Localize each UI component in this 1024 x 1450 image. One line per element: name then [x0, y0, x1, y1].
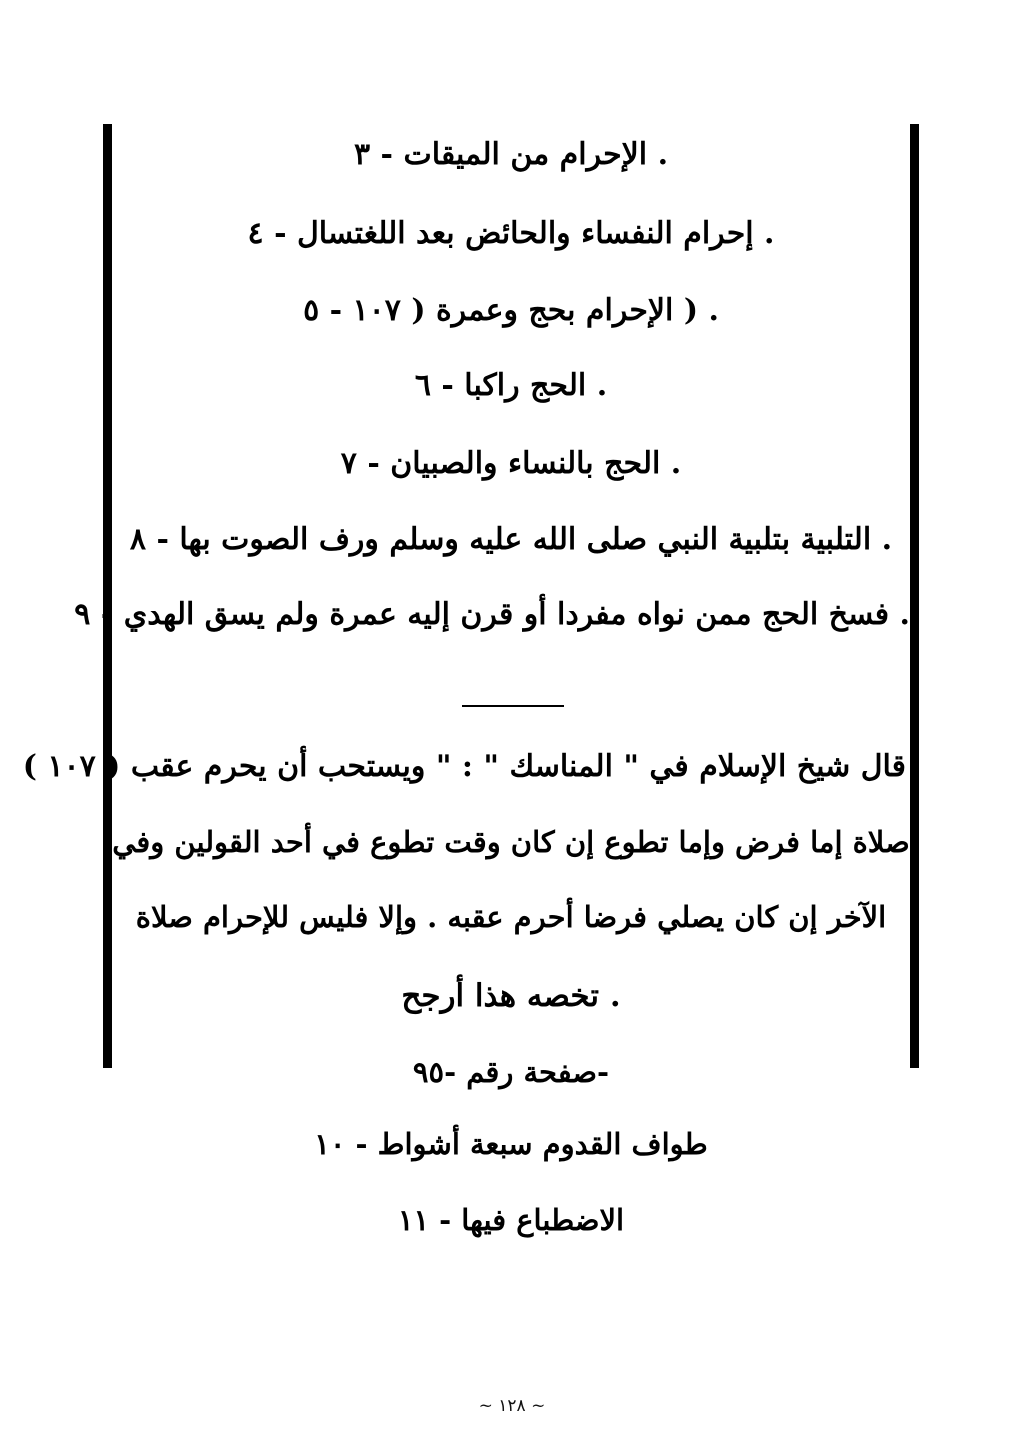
page-reference: -صفحة رقم -٩٥ — [412, 1055, 610, 1089]
page-frame-right-bar — [910, 124, 919, 1068]
paragraph-line: . تخصه هذا أرجح — [401, 978, 621, 1014]
page-frame-left-bar — [103, 124, 112, 1068]
section-divider — [462, 705, 564, 707]
paragraph-line: قال شيخ الإسلام في " المناسك " : " ويستحب أن يحرم عقب ( ١٠٧ ) — [22, 749, 906, 784]
list-item: . ( الإحرام بحج وعمرة ( ١٠٧ - ٥ — [303, 293, 719, 328]
list-item: . فسخ الحج ممن نواه مفردا أو قرن إليه عمرة ولم يسق الهدي - ٩ — [74, 597, 910, 632]
paragraph-line: الآخر إن كان يصلي فرضا أحرم عقبه . وإلا فليس للإحرام صلاة — [135, 900, 887, 934]
list-item: . الإحرام من الميقات - ٣ — [353, 137, 669, 172]
list-item: . الحج بالنساء والصبيان - ٧ — [340, 446, 682, 481]
page-number: ~ ١٢٨ ~ — [478, 1396, 546, 1416]
paragraph-line: صلاة إما فرض وإما تطوع إن كان وقت تطوع في أحد القولين وفي — [112, 825, 910, 859]
list-item: . الحج راكبا - ٦ — [414, 368, 608, 403]
list-item: . التلبية بتلبية النبي صلى الله عليه وسلم ورف الصوت بها - ٨ — [129, 522, 893, 557]
list-item: الاضطباع فيها - ١١ — [397, 1203, 625, 1237]
list-item: طواف القدوم سبعة أشواط - ١٠ — [314, 1127, 708, 1161]
list-item: . إحرام النفساء والحائض بعد اللغتسال - ٤ — [247, 216, 775, 251]
